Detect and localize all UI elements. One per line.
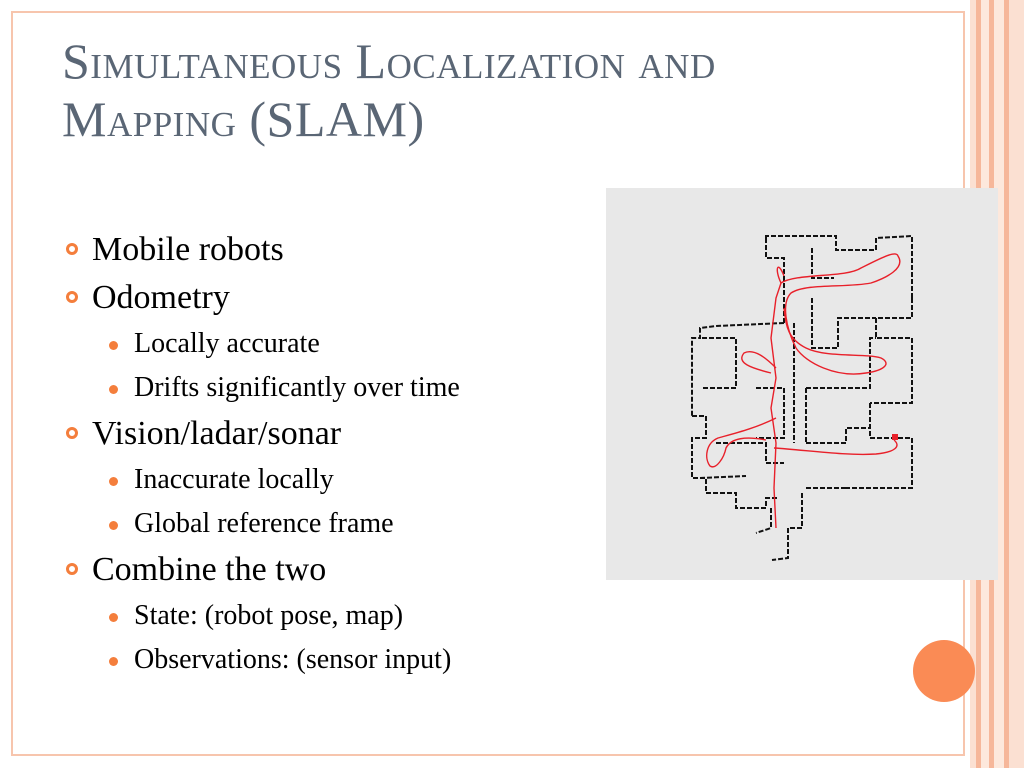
bullet-list xyxy=(66,226,606,682)
bullet-text: Combine the two xyxy=(92,551,327,588)
dot-bullet-icon xyxy=(109,657,118,666)
sub-bullet-text: State: (robot pose, map) xyxy=(134,600,404,631)
slam-map-image xyxy=(606,188,998,580)
slide-title xyxy=(62,32,942,148)
ring-bullet-icon xyxy=(66,291,78,303)
slam-map-svg xyxy=(606,188,998,580)
decor-circle xyxy=(913,640,975,702)
sub-bullet-item xyxy=(66,458,606,502)
bullet-text: Mobile robots xyxy=(92,231,284,268)
dot-bullet-icon xyxy=(109,385,118,394)
bullet-item xyxy=(66,226,606,274)
bullet-text: Vision/ladar/sonar xyxy=(92,415,342,452)
bullet-item xyxy=(66,410,606,458)
sub-bullet-text: Drifts significantly over time xyxy=(134,372,460,403)
sub-bullet-item xyxy=(66,638,606,682)
map-walls xyxy=(692,236,912,560)
bullet-text: Odometry xyxy=(92,279,230,316)
ring-bullet-icon xyxy=(66,243,78,255)
dot-bullet-icon xyxy=(109,477,118,486)
dot-bullet-icon xyxy=(109,341,118,350)
sub-bullet-item xyxy=(66,502,606,546)
robot-position-marker xyxy=(892,434,898,440)
title-line-1: Simultaneous Localization and xyxy=(62,33,716,89)
sub-bullet-text: Global reference frame xyxy=(134,508,394,539)
ring-bullet-icon xyxy=(66,427,78,439)
sub-bullet-item xyxy=(66,322,606,366)
sub-bullet-item xyxy=(66,366,606,410)
title-line-2: Mapping (SLAM) xyxy=(62,91,425,147)
bullet-item xyxy=(66,274,606,322)
dot-bullet-icon xyxy=(109,521,118,530)
sub-bullet-text: Observations: (sensor input) xyxy=(134,644,452,675)
sub-bullet-item xyxy=(66,594,606,638)
sub-bullet-text: Inaccurate locally xyxy=(134,464,334,495)
dot-bullet-icon xyxy=(109,613,118,622)
trajectory-lines xyxy=(707,254,900,528)
bullet-item xyxy=(66,546,606,594)
decor-stripe xyxy=(1009,0,1024,768)
ring-bullet-icon xyxy=(66,563,78,575)
sub-bullet-text: Locally accurate xyxy=(134,328,320,359)
